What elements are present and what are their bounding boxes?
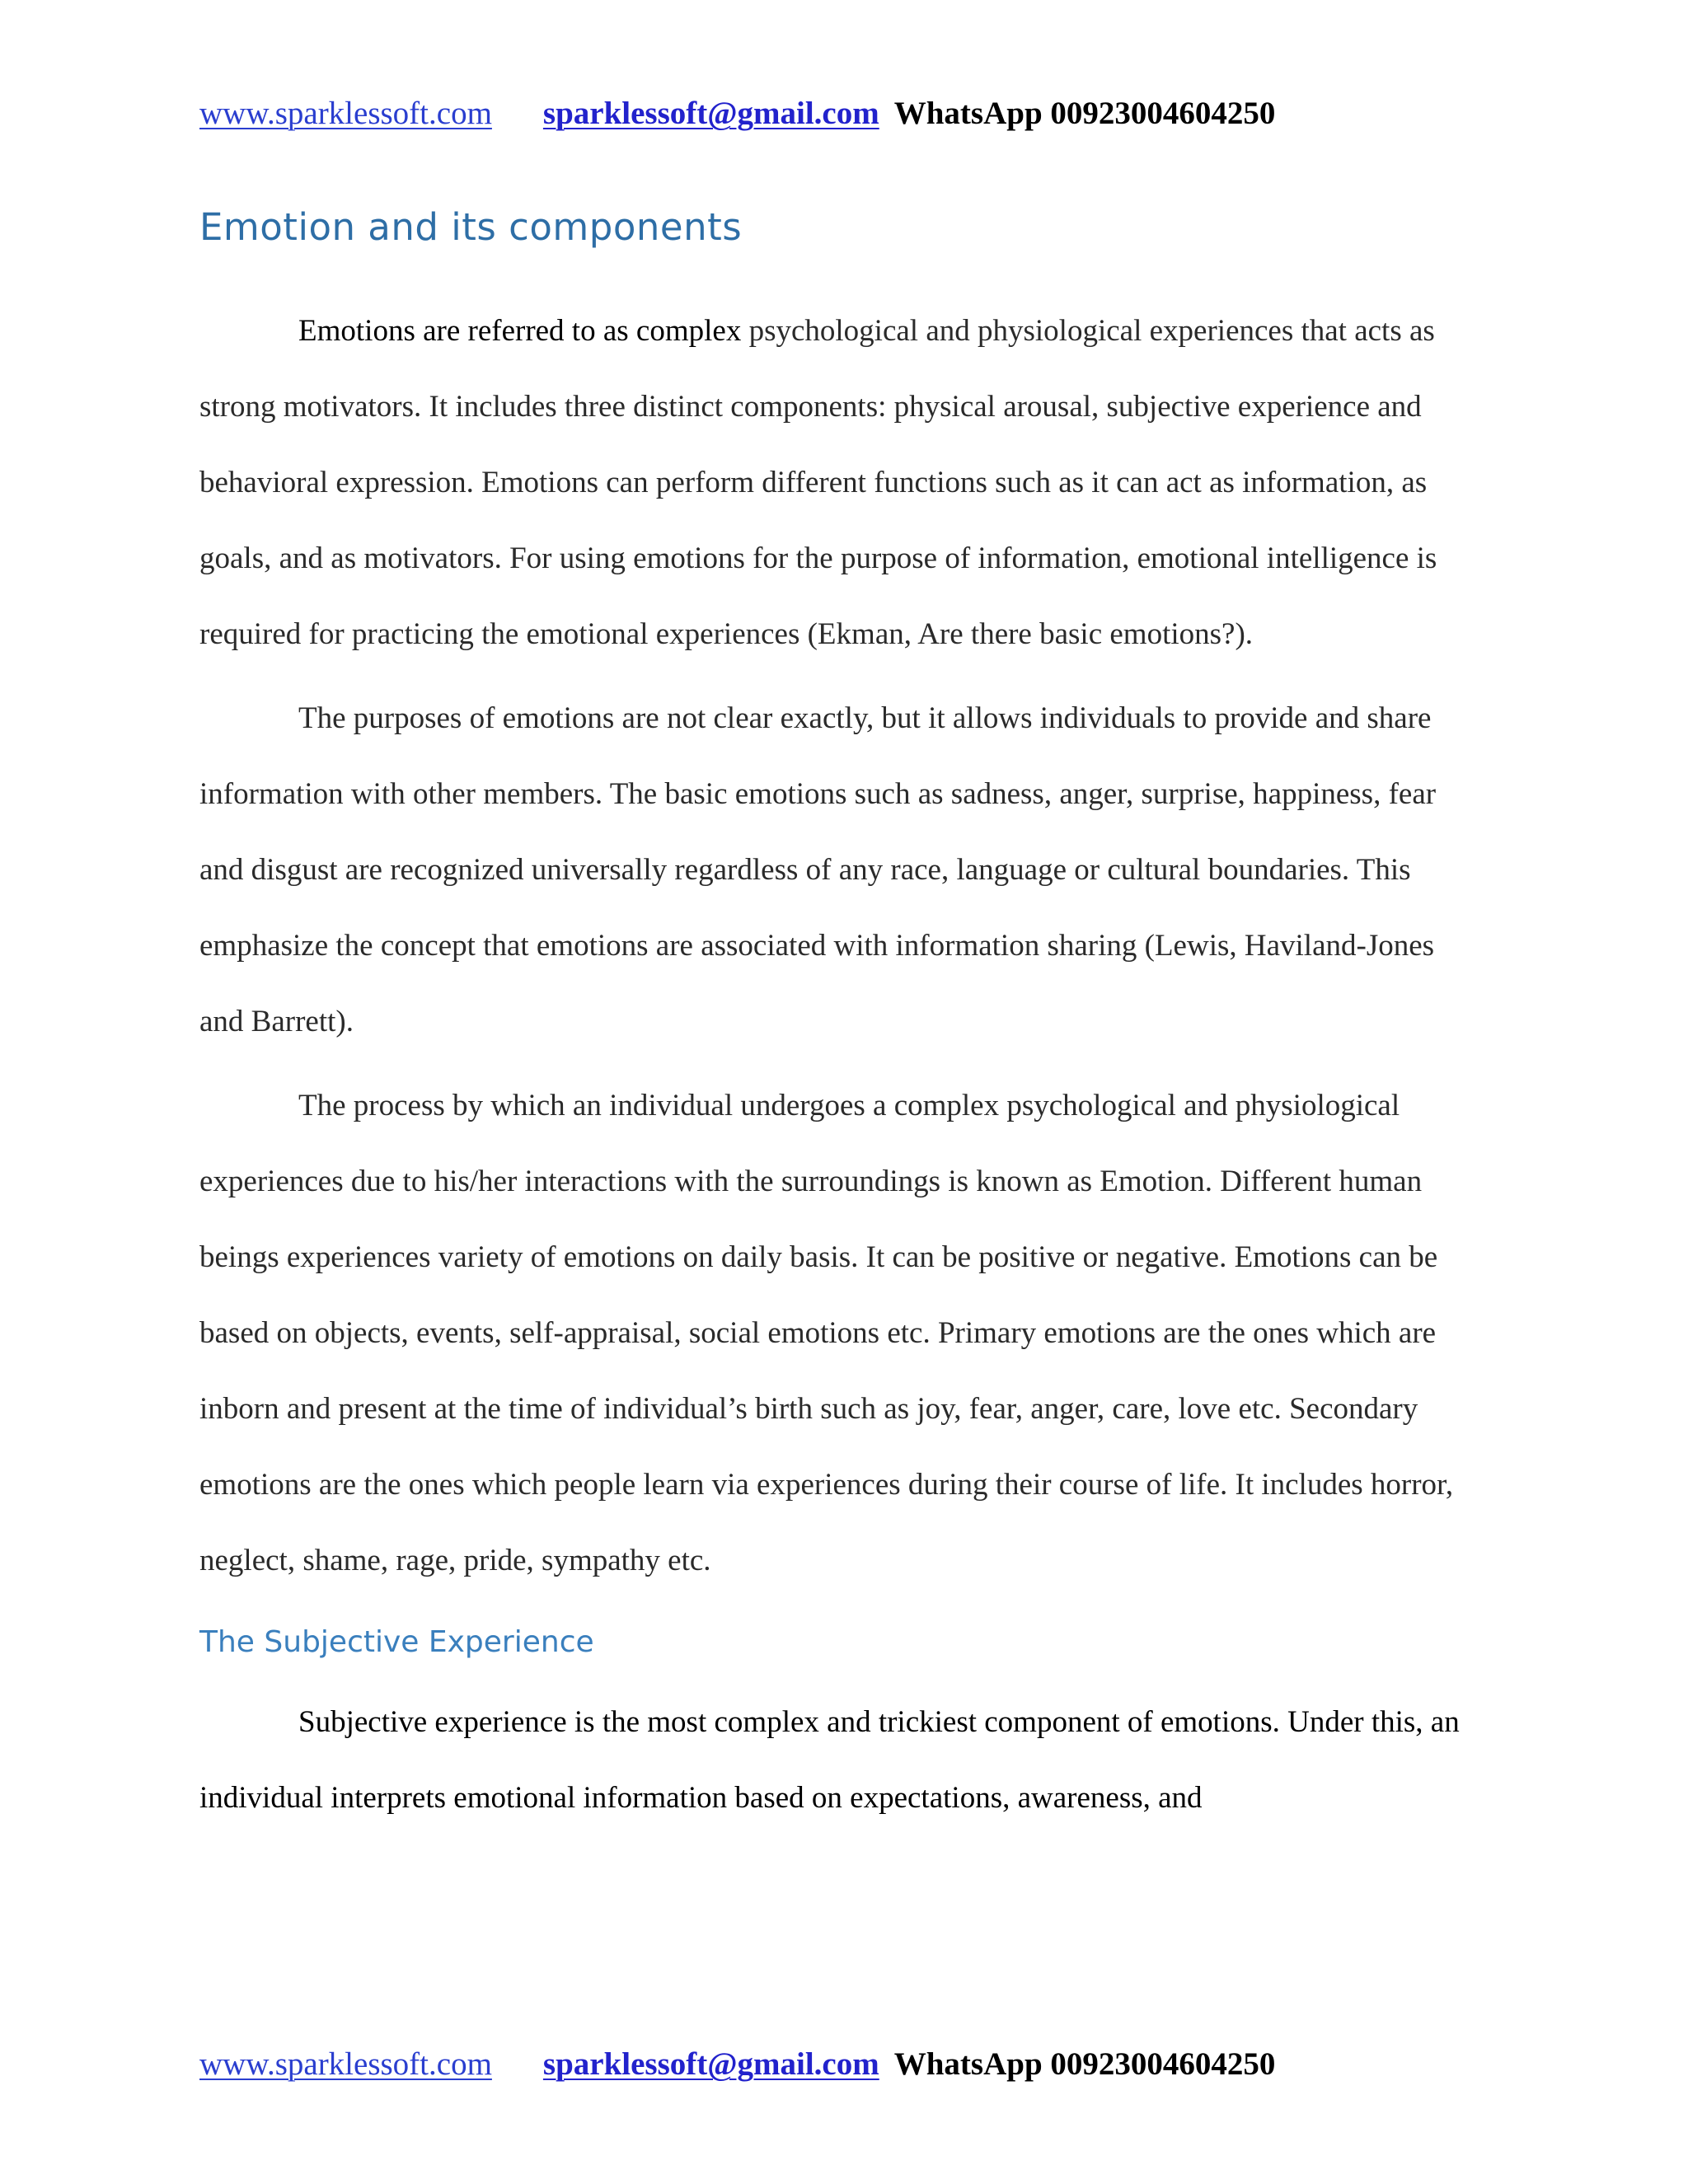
paragraph-3: The process by which an individual undergoes a complex psychological and physiological experiences due to his/her interactions with the surroundings is known as Emotion. Different human beings experiences variety of emotions on daily basis. It can be positive or negative. Emotions can be based on objects, events, self-appraisal, social emotions etc. Primary emotions are the ones which are inborn and present at the time of individual’s birth such as joy, fear, anger, care, love etc. Secondary emotions are the ones which people learn via experiences during their course of life. It includes horror, neglect, shame, rage, pride, sympathy etc.	[199, 1089, 1454, 1577]
page-header	[199, 95, 1275, 132]
paragraph-2: The purposes of emotions are not clear exactly, but it allows individuals to provide and share information with other members. The basic emotions such as sadness, anger, surprise, happiness, fear and disgust are recognized universally regardless of any race, language or cultural boundaries. This emphasize the concept that emotions are associated with information sharing (Lewis, Haviland-Jones and Barrett).	[199, 701, 1437, 1038]
paragraph-1	[199, 293, 1485, 673]
header-email-link[interactable]: sparklessoft@gmail.com	[542, 96, 879, 131]
section-heading: The Subjective Experience	[199, 1625, 594, 1659]
document-title: Emotion and its components	[199, 205, 743, 249]
header-website-link[interactable]: www.sparklessoft.com	[199, 96, 492, 131]
footer-email-link[interactable]: sparklessoft@gmail.com	[542, 2046, 879, 2082]
document-body	[199, 194, 1485, 1844]
footer-website-link[interactable]: www.sparklessoft.com	[199, 2046, 492, 2082]
page-footer	[199, 2046, 1275, 2083]
section-paragraph: Subjective experience is the most complex and trickiest component of emotions. Under this, an individual interprets emotional information based on expectations, awareness, and	[199, 1705, 1460, 1815]
paragraph-1-lead: Emotions are referred to as complex	[298, 314, 742, 348]
header-whatsapp: WhatsApp 00923004604250	[893, 96, 1276, 131]
paragraph-1-text: psychological and physiological experiences that acts as strong motivators. It includes three distinct components: physical arousal, subjective experience and behavioral expression. Emotions can perform different functions such as it can act as information, as goals, and as motivators. For using emotions for the purpose of information, emotional intelligence is required for practicing the emotional experiences (Ekman, Are there basic emotions?).	[199, 314, 1437, 651]
footer-whatsapp: WhatsApp 00923004604250	[893, 2046, 1276, 2082]
